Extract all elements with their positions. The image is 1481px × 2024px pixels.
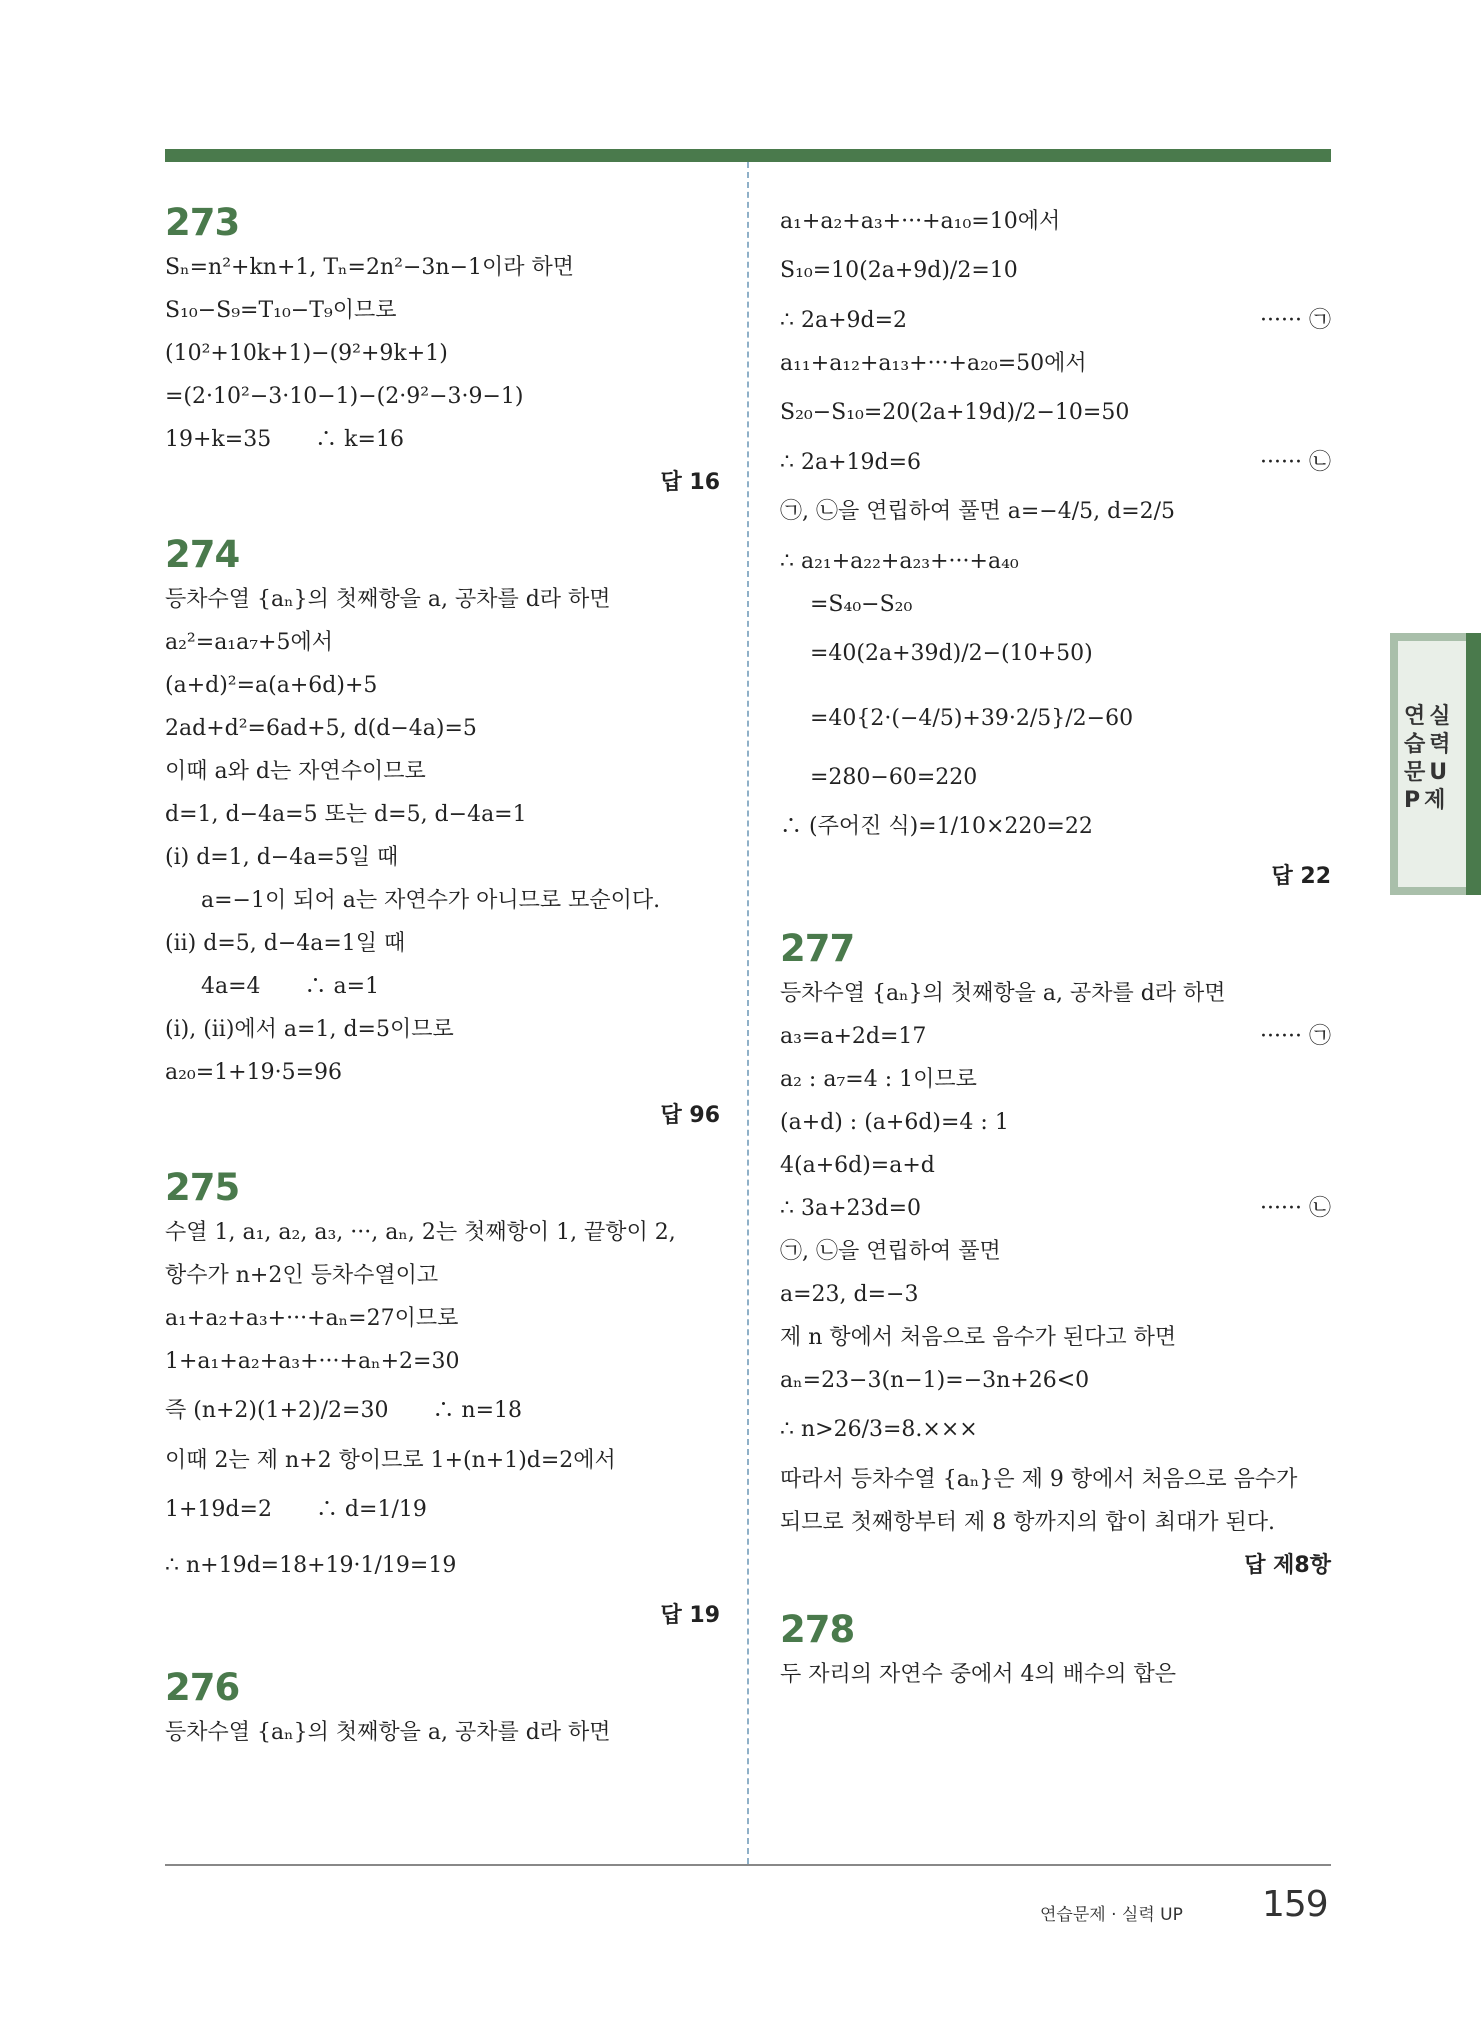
- solution-line: 등차수열 {aₙ}의 첫째항을 a, 공차를 d라 하면: [165, 587, 611, 612]
- chapter-side-tab: [1390, 633, 1481, 895]
- solution-line: (i) d=1, d−4a=5일 때: [165, 845, 399, 870]
- side-tab-stripe: [1466, 633, 1481, 895]
- solution-line: S₁₀=10(2a+9d)/2=10: [780, 258, 1018, 283]
- solution-line: 19+k=35 ∴ k=16: [165, 427, 404, 452]
- problem-number: 278: [780, 1608, 855, 1651]
- problem-273: [165, 200, 720, 504]
- solution-line: a₁+a₂+a₃+···+a₁₀=10에서: [780, 209, 1061, 234]
- solution-line: a₂₀=1+19·5=96: [165, 1060, 343, 1085]
- solution-line: a₁₁+a₁₂+a₁₃+···+a₂₀=50에서: [780, 351, 1087, 376]
- solution-line: 제 n 항에서 처음으로 음수가 된다고 하면: [780, 1325, 1177, 1350]
- solution-line: (10²+10k+1)−(9²+9k+1): [165, 341, 448, 366]
- solution-text: a₃=a+2d=17: [780, 1024, 927, 1049]
- equation-marker: ······ ㉠: [1260, 308, 1331, 333]
- solution-line: 4(a+6d)=a+d: [780, 1153, 935, 1178]
- problem-276: [165, 1665, 720, 1754]
- solution-line: a=−1이 되어 a는 자연수가 아니므로 모순이다.: [201, 888, 661, 913]
- solution-line: [780, 1015, 1331, 1058]
- solution-line: ㉠, ㉡을 연립하여 풀면: [780, 1239, 1001, 1264]
- bottom-rule: [165, 1864, 1331, 1866]
- solution-line: 2ad+d²=6ad+5, d(d−4a)=5: [165, 716, 477, 741]
- column-divider: [747, 162, 749, 1864]
- solution-line: 등차수열 {aₙ}의 첫째항을 a, 공차를 d라 하면: [165, 1720, 611, 1745]
- top-rule: [165, 149, 1331, 162]
- solution-line: 즉 (n+2)(1+2)/2=30 ∴ n=18: [165, 1398, 523, 1423]
- problem-276-continued: [780, 200, 1331, 898]
- equation-marker: ······ ㉡: [1260, 1196, 1331, 1221]
- answer: 답 16: [660, 470, 720, 495]
- solution-line: 1+a₁+a₂+a₃+···+aₙ+2=30: [165, 1349, 460, 1374]
- solution-text: ∴ 3a+23d=0: [780, 1196, 922, 1221]
- solution-line: aₙ=23−3(n−1)=−3n+26<0: [780, 1368, 1090, 1393]
- footer-section-label: 연습문제 · 실력 UP: [1040, 1905, 1183, 1925]
- solution-line: [780, 1187, 1331, 1230]
- problem-number: 274: [165, 533, 240, 576]
- solution-line: 이때 a와 d는 자연수이므로: [165, 759, 426, 784]
- left-column: [165, 200, 720, 1754]
- solution-line: [780, 441, 1331, 484]
- answer: 답 22: [1271, 864, 1331, 889]
- solution-line: ㉠, ㉡을 연립하여 풀면 a=−4/5, d=2/5: [780, 499, 1176, 524]
- solution-line: =40(2a+39d)/2−(10+50): [810, 641, 1093, 666]
- solution-line: a₂ : a₇=4 : 1이므로: [780, 1067, 977, 1092]
- solution-line: ∴ (주어진 식)=1/10×220=22: [780, 814, 1093, 839]
- problem-number: 275: [165, 1166, 240, 1209]
- solution-line: [780, 299, 1331, 342]
- answer: 답 19: [660, 1603, 720, 1628]
- solution-line: S₁₀−S₉=T₁₀−T₉이므로: [165, 298, 397, 323]
- solution-line: =S₄₀−S₂₀: [810, 592, 913, 617]
- problem-277: [780, 926, 1331, 1587]
- solution-line: S₂₀−S₁₀=20(2a+19d)/2−10=50: [780, 400, 1130, 425]
- solution-line: (i), (ii)에서 a=1, d=5이므로: [165, 1017, 454, 1042]
- solution-line: d=1, d−4a=5 또는 d=5, d−4a=1: [165, 802, 527, 827]
- problem-275: [165, 1165, 720, 1637]
- solution-line: (a+d) : (a+6d)=4 : 1: [780, 1110, 1009, 1135]
- answer: 답 제8항: [1244, 1553, 1331, 1578]
- equation-marker: ······ ㉡: [1260, 450, 1331, 475]
- problem-278: [780, 1607, 1331, 1696]
- solution-line: =280−60=220: [810, 765, 978, 790]
- solution-line: ∴ n+19d=18+19·1/19=19: [165, 1553, 457, 1578]
- solution-line: 4a=4 ∴ a=1: [201, 974, 380, 999]
- solution-line: 이때 2는 제 n+2 항이므로 1+(n+1)d=2에서: [165, 1448, 616, 1473]
- solution-line: (a+d)²=a(a+6d)+5: [165, 673, 378, 698]
- solution-line: a=23, d=−3: [780, 1282, 919, 1307]
- solution-line: 되므로 첫째항부터 제 8 항까지의 합이 최대가 된다.: [780, 1510, 1275, 1535]
- solution-line: 1+19d=2 ∴ d=1/19: [165, 1497, 427, 1522]
- solution-line: ∴ n>26/3=8.×××: [780, 1417, 978, 1442]
- solution-line: 수열 1, a₁, a₂, a₃, ···, aₙ, 2는 첫째항이 1, 끝항이 2,: [165, 1220, 676, 1245]
- problem-274: [165, 532, 720, 1137]
- solution-line: =(2·10²−3·10−1)−(2·9²−3·9−1): [165, 384, 524, 409]
- problem-number: 276: [165, 1666, 240, 1709]
- solution-text: ∴ 2a+9d=2: [780, 308, 908, 333]
- solution-line: a₁+a₂+a₃+···+aₙ=27이므로: [165, 1306, 459, 1331]
- answer: 답 96: [660, 1103, 720, 1128]
- right-column: [780, 200, 1331, 1696]
- solution-line: 등차수열 {aₙ}의 첫째항을 a, 공차를 d라 하면: [780, 981, 1226, 1006]
- solution-line: 두 자리의 자연수 중에서 4의 배수의 합은: [780, 1662, 1176, 1687]
- solution-line: 항수가 n+2인 등차수열이고: [165, 1263, 439, 1288]
- equation-marker: ······ ㉠: [1260, 1024, 1331, 1049]
- page-number: 159: [1262, 1884, 1328, 1925]
- solution-text: ∴ 2a+19d=6: [780, 450, 922, 475]
- problem-number: 273: [165, 201, 240, 244]
- solution-line: ∴ a₂₁+a₂₂+a₂₃+···+a₄₀: [780, 549, 1019, 574]
- solution-line: =40{2·(−4/5)+39·2/5}/2−60: [810, 706, 1134, 731]
- solution-line: 따라서 등차수열 {aₙ}은 제 9 항에서 처음으로 음수가: [780, 1467, 1298, 1492]
- solution-line: a₂²=a₁a₇+5에서: [165, 630, 333, 655]
- problem-number: 277: [780, 927, 855, 970]
- solution-line: Sₙ=n²+kn+1, Tₙ=2n²−3n−1이라 하면: [165, 255, 575, 280]
- solution-line: (ii) d=5, d−4a=1일 때: [165, 931, 406, 956]
- side-tab-label: 연실습력문UP제: [1404, 704, 1455, 813]
